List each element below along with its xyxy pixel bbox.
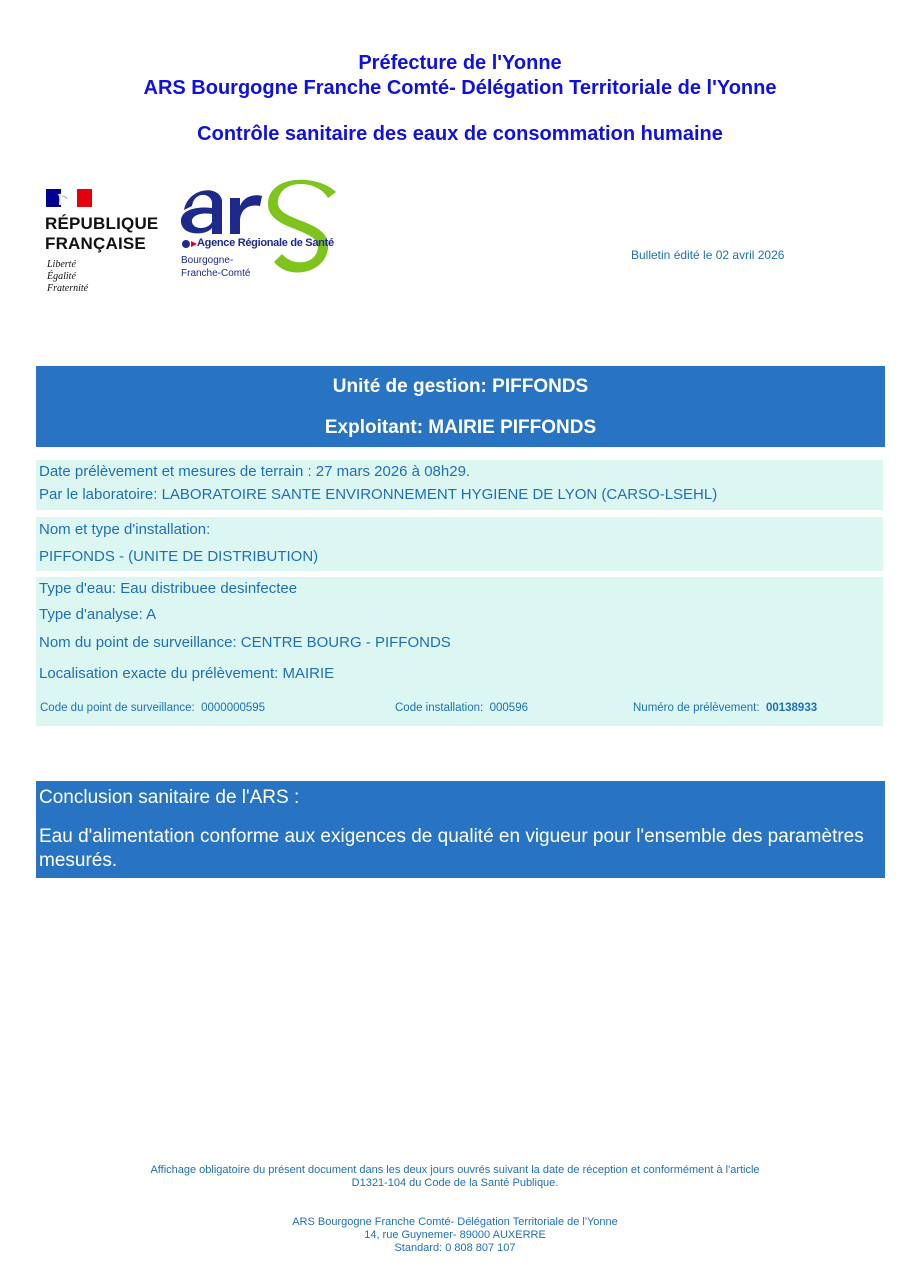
point-surveillance: Nom du point de surveillance: CENTRE BOURG - PIFFONDS <box>39 634 451 651</box>
exploitant: Exploitant: MAIRIE PIFFONDS <box>324 417 597 438</box>
prelevement-laboratoire: Par le laboratoire: LABORATOIRE SANTE ENVIRONNEMENT HYGIENE DE LYON (CARSO-LSEHL) <box>39 486 718 503</box>
localisation: Localisation exacte du prélèvement: MAIRIE <box>39 665 335 682</box>
code-point-label: Code du point de surveillance: <box>40 702 195 714</box>
numero-prelevement <box>633 702 817 714</box>
rf-motto <box>47 259 88 295</box>
details-panel <box>36 577 883 726</box>
rf-motto-egalite: Égalité <box>47 271 76 282</box>
numero-label: Numéro de prélèvement: <box>633 702 760 714</box>
rf-motto-fraternite: Fraternité <box>47 283 89 294</box>
footer-address <box>0 1216 900 1255</box>
installation-panel <box>36 517 883 571</box>
rf-line1: RÉPUBLIQUE <box>45 214 159 233</box>
footer-notice-line2: D1321-104 du Code de la Santé Publique. <box>351 1177 559 1189</box>
type-analyse: Type d'analyse: A <box>39 606 157 623</box>
footer-notice <box>0 1164 900 1190</box>
header-subject: Contrôle sanitaire des eaux de consommation humaine <box>197 123 723 145</box>
ars-agency-name: Agence Régionale de Santé <box>197 237 334 249</box>
conclusion-text: Eau d'alimentation conforme aux exigences de qualité en vigueur pour l'ensemble des paramètres mesurés. <box>39 826 864 871</box>
rf-motto-liberte: Liberté <box>47 259 76 270</box>
rf-line2: FRANÇAISE <box>45 234 146 253</box>
gestion-band <box>36 366 885 447</box>
code-installation-label: Code installation: <box>395 702 484 714</box>
code-installation <box>395 702 528 714</box>
conclusion-band <box>36 781 885 878</box>
footer-address-line1: ARS Bourgogne Franche Comté- Délégation Territoriale de l'Yonne <box>292 1216 618 1228</box>
ars-region-line1: Bourgogne- <box>181 255 234 266</box>
code-point-value: 0000000595 <box>201 702 266 714</box>
header-prefecture: Préfecture de l'Yonne <box>358 52 562 74</box>
unite-gestion: Unité de gestion: PIFFONDS <box>332 376 589 397</box>
republique-francaise-logo <box>45 214 158 254</box>
bulletin-date: Bulletin édité le 02 avril 2026 <box>631 248 785 262</box>
code-installation-value: 000596 <box>489 702 528 714</box>
numero-value: 00138933 <box>765 702 818 714</box>
footer-address-line3: Standard: 0 808 807 107 <box>394 1242 516 1254</box>
installation-value: PIFFONDS - (UNITE DE DISTRIBUTION) <box>39 548 319 565</box>
type-eau: Type d'eau: Eau distribuee desinfectee <box>39 580 298 597</box>
prelevement-panel <box>36 460 883 510</box>
footer-notice-line1: Affichage obligatoire du présent document dans les deux jours ouvrés suivant la date de réception et conformément à l'article <box>150 1164 760 1176</box>
footer-address-line2: 14, rue Guynemer- 89000 AUXERRE <box>364 1229 546 1241</box>
code-point <box>40 702 265 714</box>
ars-region <box>181 254 250 280</box>
conclusion-title: Conclusion sanitaire de l'ARS : <box>39 787 300 808</box>
ars-region-line2: Franche-Comté <box>181 268 251 279</box>
prelevement-date: Date prélèvement et mesures de terrain : 27 mars 2026 à 08h29. <box>39 463 471 480</box>
header-ars-delegation: ARS Bourgogne Franche Comté- Délégation Territoriale de l'Yonne <box>143 77 777 99</box>
installation-label: Nom et type d'installation: <box>39 521 211 538</box>
marianne-flag-icon <box>46 189 92 207</box>
